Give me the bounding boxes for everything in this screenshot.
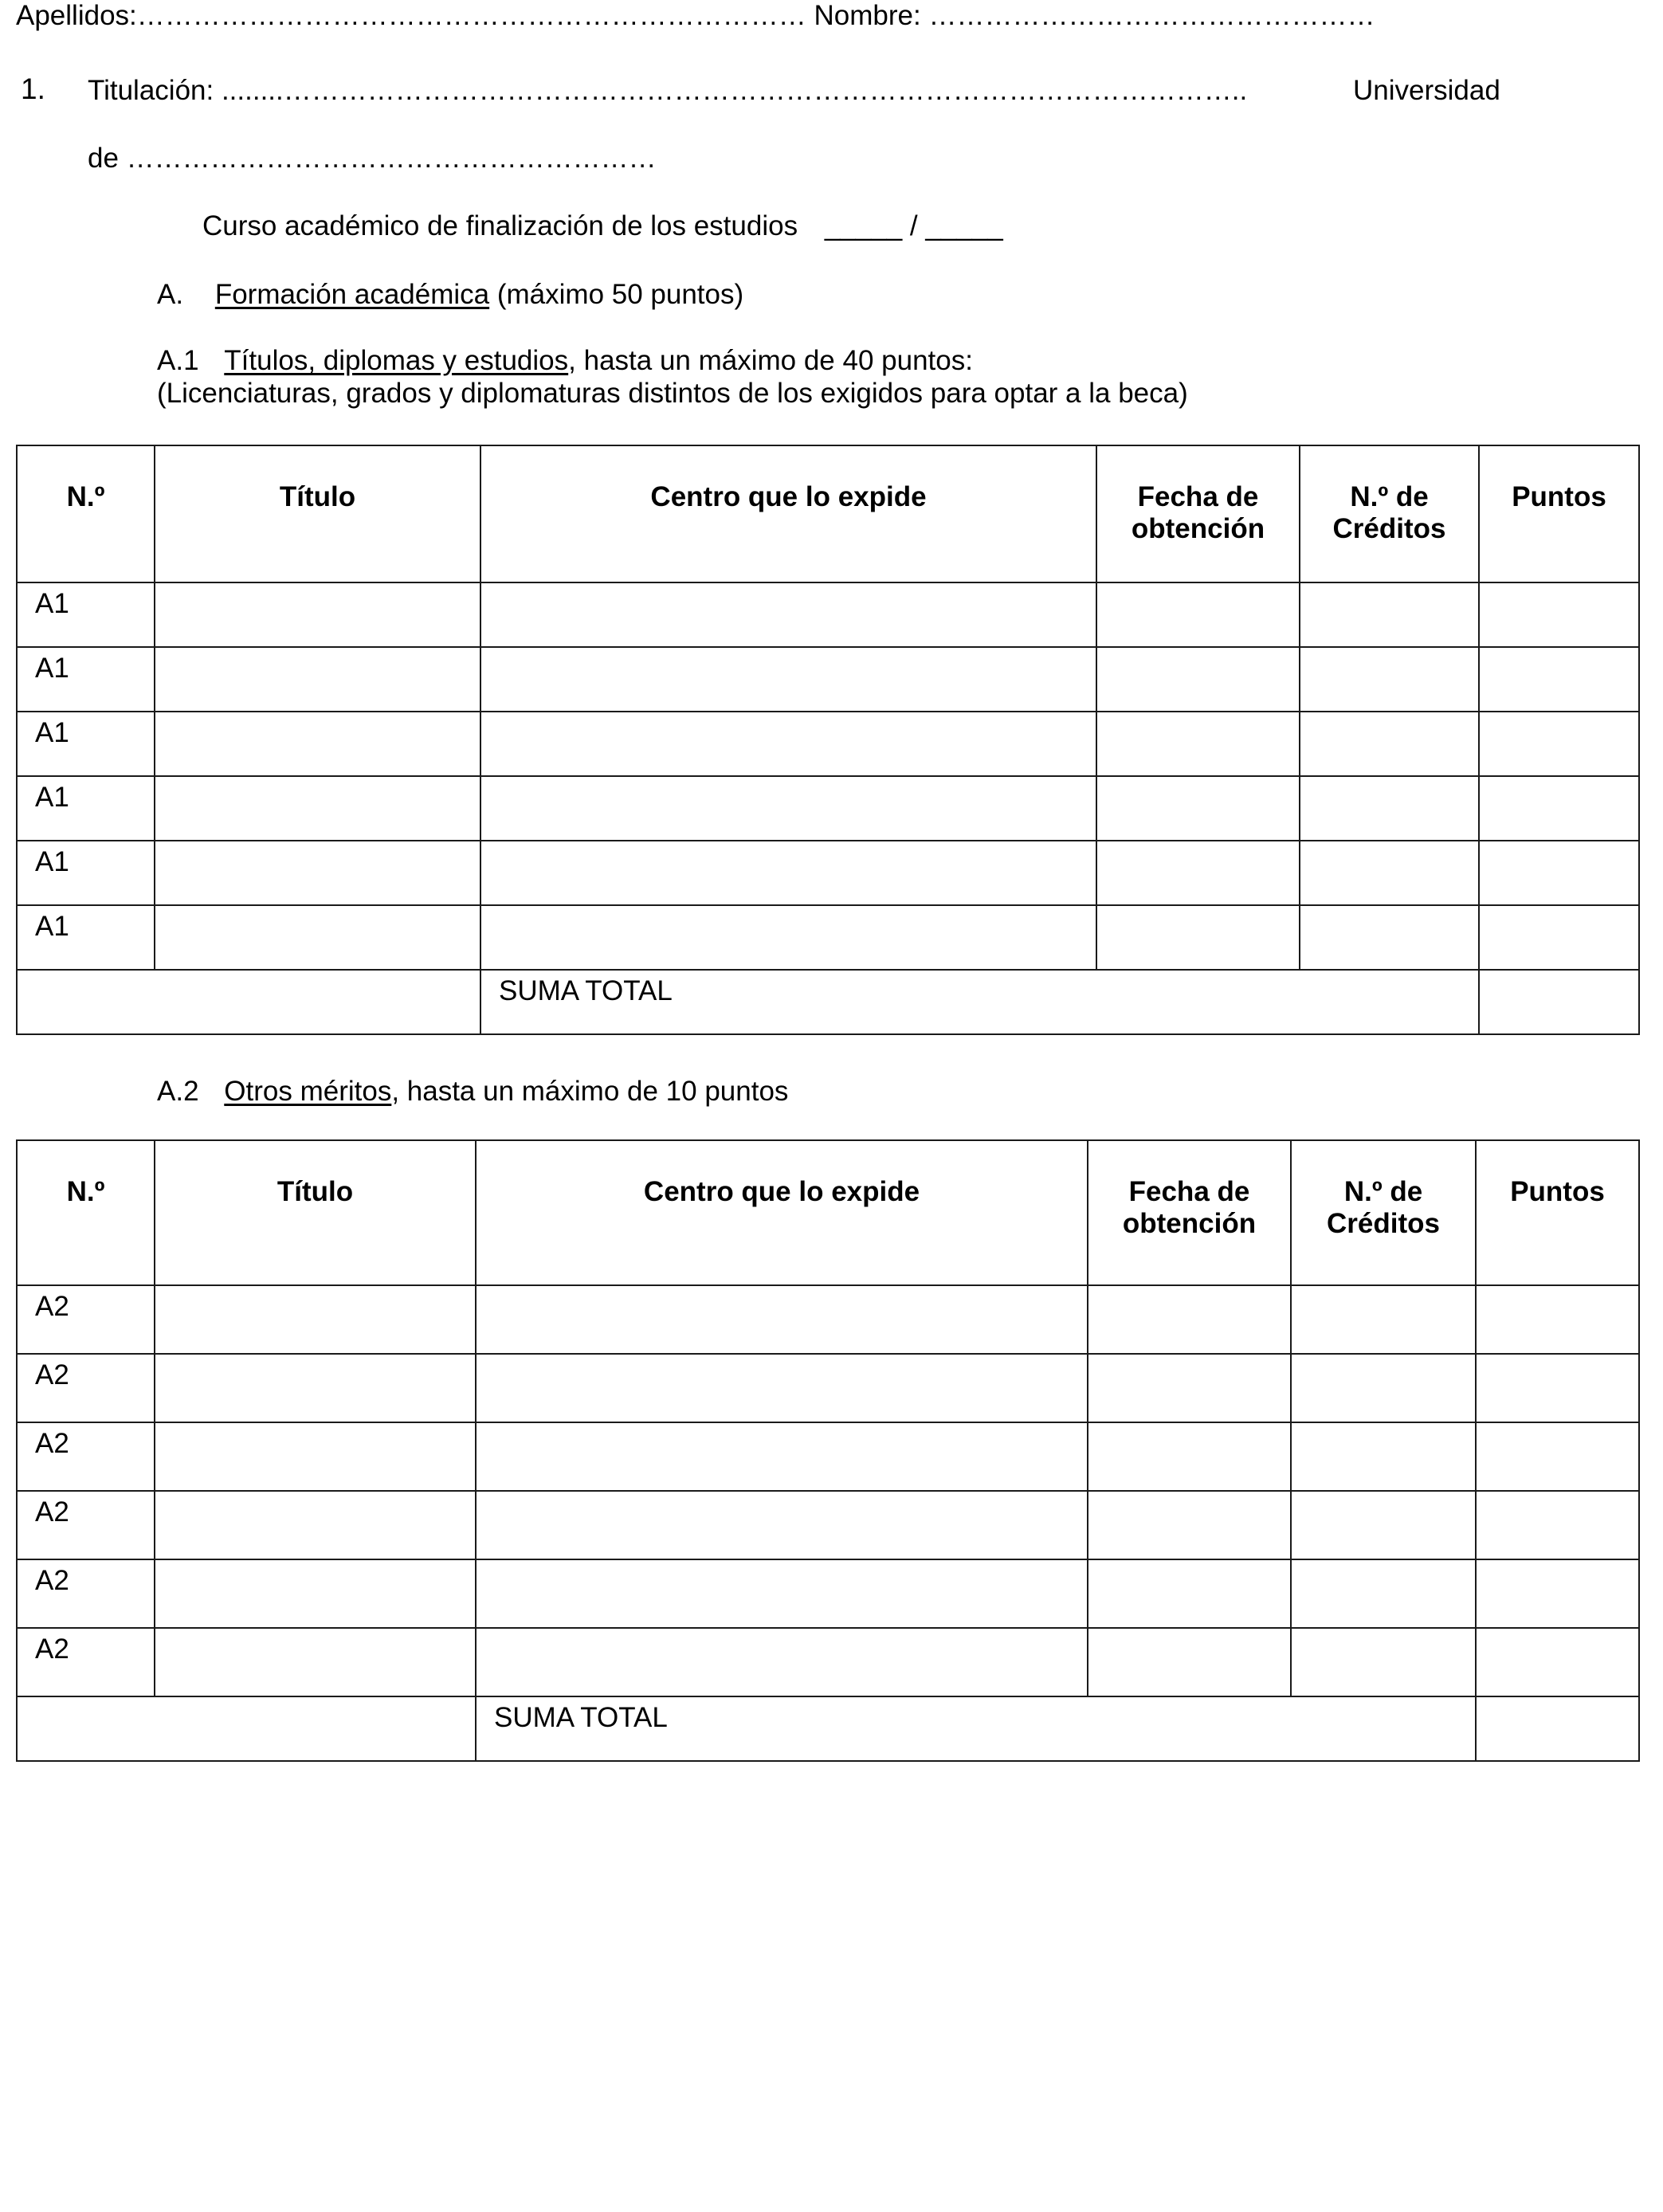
centro-cell[interactable]	[480, 776, 1096, 841]
fecha-cell[interactable]	[1088, 1628, 1291, 1696]
section-a-suffix: (máximo 50 puntos)	[496, 279, 744, 310]
titulacion-label: Titulación:	[88, 75, 214, 106]
fecha-cell[interactable]	[1088, 1422, 1291, 1491]
row-label: A2	[17, 1491, 155, 1559]
row-label: A1	[17, 582, 155, 647]
row-label: A1	[17, 905, 155, 970]
total-row	[17, 1696, 1639, 1761]
centro-cell[interactable]	[476, 1354, 1088, 1422]
section-number: 1.	[21, 73, 45, 105]
col-header-numero: N.º	[17, 445, 155, 582]
titulo-cell[interactable]	[155, 1354, 476, 1422]
centro-cell[interactable]	[480, 582, 1096, 647]
puntos-cell[interactable]	[1476, 1559, 1639, 1628]
fecha-cell[interactable]	[1088, 1491, 1291, 1559]
titulo-cell[interactable]	[155, 905, 480, 970]
col-header-puntos: Puntos	[1476, 1140, 1639, 1285]
de-label: de	[88, 143, 119, 174]
creditos-cell[interactable]	[1300, 582, 1479, 647]
col-header-centro: Centro que lo expide	[480, 445, 1096, 582]
titulo-cell[interactable]	[155, 1285, 476, 1354]
creditos-cell[interactable]	[1291, 1285, 1476, 1354]
centro-cell[interactable]	[480, 905, 1096, 970]
col-header-puntos: Puntos	[1479, 445, 1639, 582]
header-line	[16, 0, 1375, 32]
puntos-cell[interactable]	[1479, 582, 1639, 647]
a2-code: A.2	[157, 1076, 199, 1107]
fecha-cell[interactable]	[1088, 1285, 1291, 1354]
col-header-creditos: N.º de Créditos	[1291, 1140, 1476, 1285]
fecha-cell[interactable]	[1088, 1559, 1291, 1628]
a2-suffix: , hasta un máximo de 10 puntos	[391, 1076, 789, 1107]
curso-label: Curso académico de finalización de los estudios	[202, 210, 798, 241]
table-row	[17, 841, 1639, 905]
titulo-cell[interactable]	[155, 647, 480, 712]
table-header-row	[17, 1140, 1639, 1285]
puntos-cell[interactable]	[1479, 776, 1639, 841]
creditos-cell[interactable]	[1291, 1559, 1476, 1628]
col-header-titulo: Título	[155, 1140, 476, 1285]
a1-code: A.1	[157, 345, 199, 376]
row-label: A1	[17, 712, 155, 776]
centro-cell[interactable]	[480, 712, 1096, 776]
col-header-creditos: N.º de Créditos	[1300, 445, 1479, 582]
apellidos-label: Apellidos:	[16, 0, 137, 31]
titulo-cell[interactable]	[155, 582, 480, 647]
section-a-title: Formación académica	[214, 279, 490, 310]
titulo-cell[interactable]	[155, 712, 480, 776]
row-label: A1	[17, 647, 155, 712]
creditos-cell[interactable]	[1291, 1354, 1476, 1422]
table-row	[17, 905, 1639, 970]
apellidos-field[interactable]: ………………………………………………………………	[136, 0, 806, 31]
creditos-cell[interactable]	[1300, 647, 1479, 712]
centro-cell[interactable]	[480, 841, 1096, 905]
universidad-field[interactable]: …………………………………………………	[126, 143, 657, 174]
centro-cell[interactable]	[476, 1491, 1088, 1559]
creditos-cell[interactable]	[1291, 1628, 1476, 1696]
puntos-cell[interactable]	[1476, 1354, 1639, 1422]
fecha-cell[interactable]	[1096, 841, 1300, 905]
total-blank-cell	[17, 1696, 476, 1761]
centro-cell[interactable]	[476, 1285, 1088, 1354]
col-header-titulo: Título	[155, 445, 480, 582]
centro-cell[interactable]	[480, 647, 1096, 712]
table-row	[17, 1628, 1639, 1696]
table-row	[17, 1422, 1639, 1491]
puntos-cell[interactable]	[1479, 712, 1639, 776]
a1-table	[16, 445, 1640, 1035]
a2-heading	[157, 1076, 788, 1108]
total-label: SUMA TOTAL	[480, 970, 1479, 1034]
creditos-cell[interactable]	[1300, 905, 1479, 970]
table-row	[17, 776, 1639, 841]
fecha-cell[interactable]	[1096, 776, 1300, 841]
row-label: A2	[17, 1354, 155, 1422]
row-label: A2	[17, 1559, 155, 1628]
puntos-cell[interactable]	[1476, 1491, 1639, 1559]
puntos-cell[interactable]	[1476, 1628, 1639, 1696]
total-puntos-cell[interactable]	[1476, 1696, 1639, 1761]
centro-cell[interactable]	[476, 1559, 1088, 1628]
titulacion-line	[88, 75, 1247, 107]
row-label: A2	[17, 1422, 155, 1491]
section-a-letter: A.	[157, 279, 184, 310]
creditos-cell[interactable]	[1300, 776, 1479, 841]
titulo-cell[interactable]	[155, 1628, 476, 1696]
puntos-cell[interactable]	[1479, 905, 1639, 970]
fecha-cell[interactable]	[1096, 647, 1300, 712]
fecha-cell[interactable]	[1096, 712, 1300, 776]
puntos-cell[interactable]	[1479, 647, 1639, 712]
nombre-label: Nombre:	[814, 0, 921, 31]
creditos-cell[interactable]	[1300, 712, 1479, 776]
col-header-fecha: Fecha de obtención	[1088, 1140, 1291, 1285]
creditos-cell[interactable]	[1300, 841, 1479, 905]
row-label: A1	[17, 841, 155, 905]
row-label: A2	[17, 1285, 155, 1354]
table-row	[17, 1354, 1639, 1422]
table-row	[17, 712, 1639, 776]
titulacion-field[interactable]: ........…………………………………………………………………………………………..	[221, 75, 1248, 106]
a2-title: Otros méritos	[224, 1076, 392, 1107]
total-row	[17, 970, 1639, 1034]
fecha-cell[interactable]	[1096, 582, 1300, 647]
titulo-cell[interactable]	[155, 1491, 476, 1559]
table-row	[17, 1491, 1639, 1559]
fecha-cell[interactable]	[1088, 1354, 1291, 1422]
table-row	[17, 647, 1639, 712]
a2-table	[16, 1139, 1640, 1762]
a1-suffix: , hasta un máximo de 40 puntos:	[568, 345, 973, 376]
a1-title: Títulos, diplomas y estudios	[224, 345, 569, 376]
fecha-cell[interactable]	[1096, 905, 1300, 970]
puntos-cell[interactable]	[1476, 1285, 1639, 1354]
creditos-cell[interactable]	[1291, 1491, 1476, 1559]
puntos-cell[interactable]	[1479, 841, 1639, 905]
nombre-field[interactable]: …………………………………………	[928, 0, 1375, 31]
table-row	[17, 1559, 1639, 1628]
titulo-cell[interactable]	[155, 1559, 476, 1628]
centro-cell[interactable]	[476, 1628, 1088, 1696]
col-header-centro: Centro que lo expide	[476, 1140, 1088, 1285]
row-label: A2	[17, 1628, 155, 1696]
total-puntos-cell[interactable]	[1479, 970, 1639, 1034]
table-row	[17, 582, 1639, 647]
curso-line	[202, 210, 1003, 242]
titulo-cell[interactable]	[155, 841, 480, 905]
total-label: SUMA TOTAL	[476, 1696, 1476, 1761]
a1-heading	[157, 345, 973, 377]
titulo-cell[interactable]	[155, 1422, 476, 1491]
row-label: A1	[17, 776, 155, 841]
a1-note: (Licenciaturas, grados y diplomaturas distintos de los exigidos para optar a la beca)	[157, 378, 1188, 409]
titulo-cell[interactable]	[155, 776, 480, 841]
puntos-cell[interactable]	[1476, 1422, 1639, 1491]
table-header-row	[17, 445, 1639, 582]
centro-cell[interactable]	[476, 1422, 1088, 1491]
col-header-fecha: Fecha de obtención	[1096, 445, 1300, 582]
col-header-numero: N.º	[17, 1140, 155, 1285]
table-row	[17, 1285, 1639, 1354]
creditos-cell[interactable]	[1291, 1422, 1476, 1491]
universidad-label: Universidad	[1353, 75, 1500, 106]
curso-field[interactable]: _____ / _____	[824, 210, 1003, 241]
section-a-heading	[157, 279, 743, 311]
de-line	[88, 143, 657, 175]
total-blank-cell	[17, 970, 480, 1034]
